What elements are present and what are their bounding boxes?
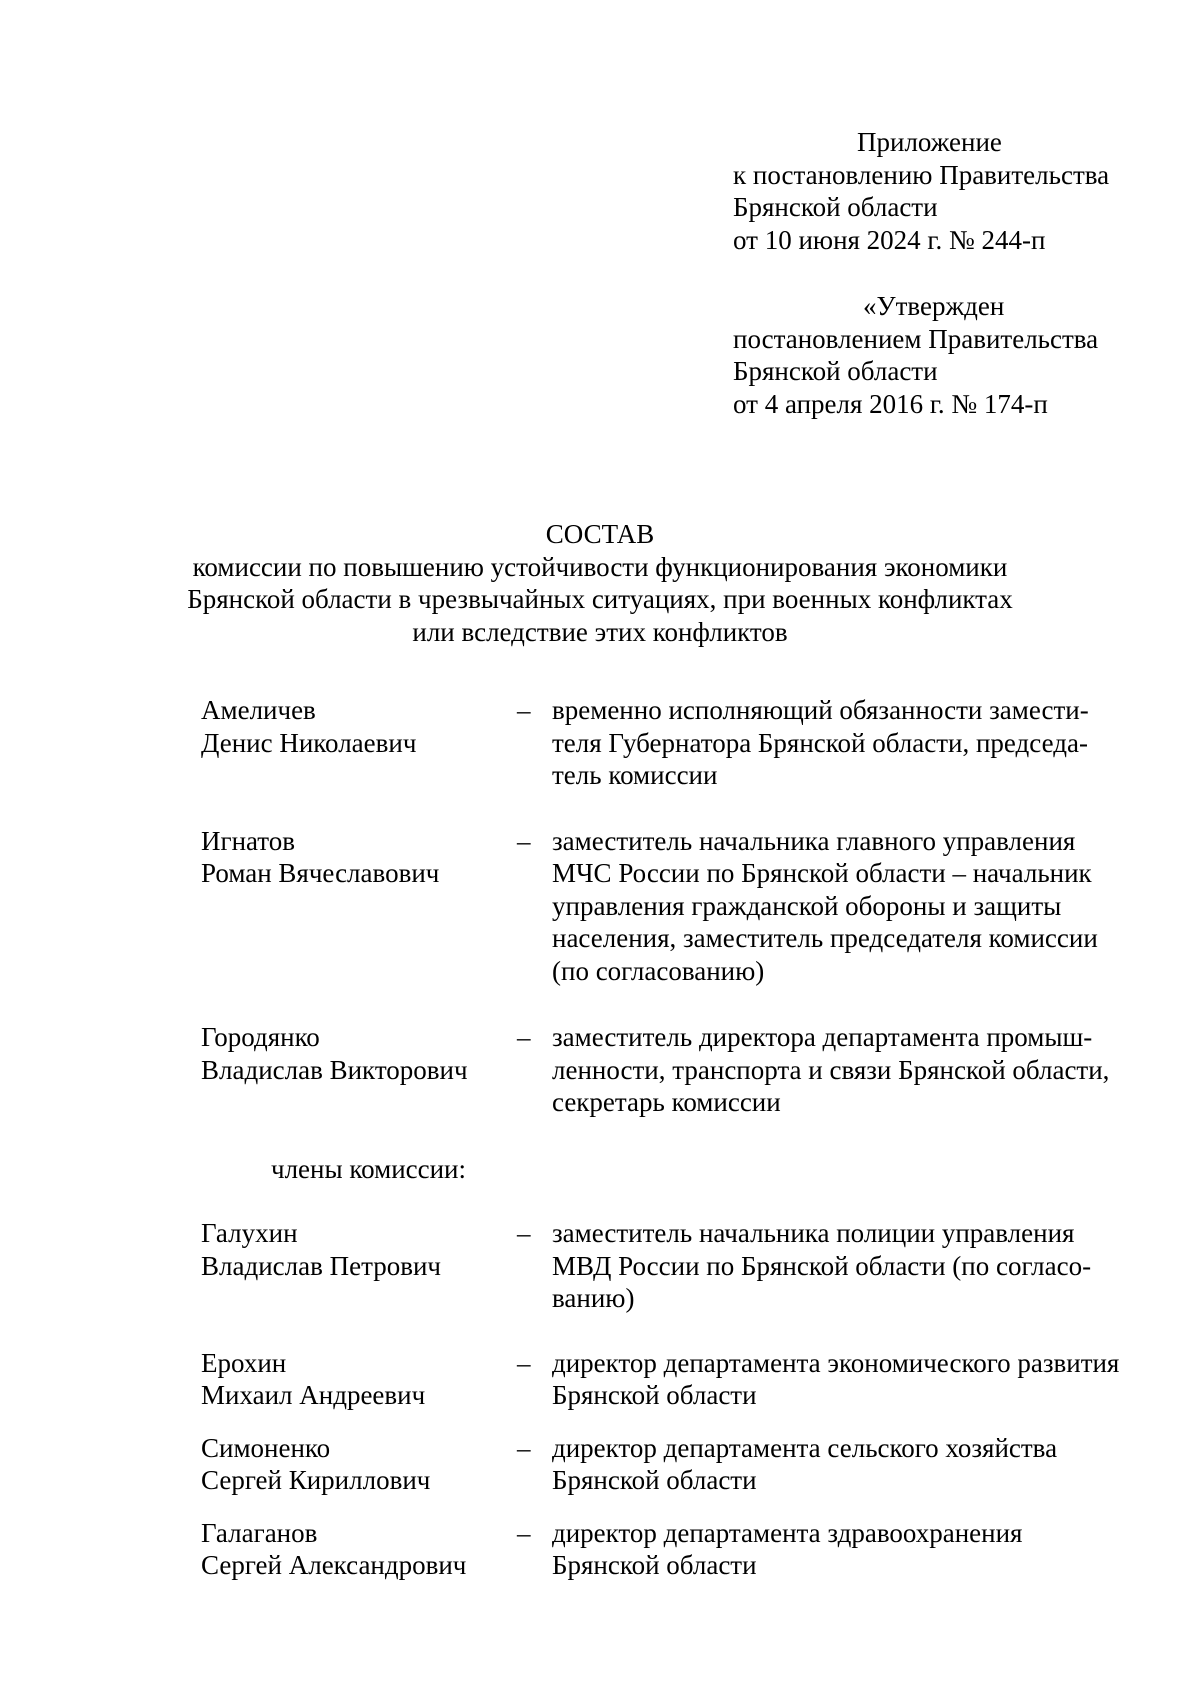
member-surname: Ерохин <box>201 1347 287 1378</box>
role-line: Брянской области <box>552 1465 757 1495</box>
member-row <box>201 1021 1161 1119</box>
member-name <box>201 1517 517 1582</box>
approved-region: Брянской области <box>733 356 938 386</box>
document-title: СОСТАВ <box>545 519 655 549</box>
document-subtitle-line: или вследствие этих конфликтов <box>412 616 788 647</box>
approved-date: от 4 апреля 2016 г. № 174-п <box>733 388 1048 419</box>
member-role <box>552 1347 1161 1412</box>
member-surname: Галаганов <box>201 1517 318 1548</box>
appendix-date: от 10 июня 2024 г. № 244-п <box>733 224 1046 255</box>
dash-separator: – <box>517 1432 531 1463</box>
member-name <box>201 1432 517 1497</box>
member-given-names: Денис Николаевич <box>201 727 417 758</box>
member-surname: Городянко <box>201 1022 320 1052</box>
document-subtitle-line: комиссии по повышению устойчивости функционирования экономики <box>192 551 1008 582</box>
role-line: заместитель начальника главного управления <box>552 825 1076 856</box>
dash-separator: – <box>517 1022 531 1052</box>
approved-block <box>733 290 1098 420</box>
member-surname: Галухин <box>201 1218 298 1248</box>
role-line: директор департамента экономического развития <box>552 1347 1120 1378</box>
member-given-names: Сергей Александрович <box>201 1550 467 1580</box>
role-line: директор департамента здравоохранения <box>552 1517 1023 1548</box>
member-role <box>552 1217 1161 1315</box>
member-role <box>552 1432 1161 1497</box>
member-name <box>201 1217 517 1315</box>
dash-separator: – <box>517 825 531 856</box>
role-line: теля Губернатора Брянской области, председа- <box>552 727 1088 758</box>
member-given-names: Роман Вячеславович <box>201 858 440 888</box>
role-line: Брянской области <box>552 1380 757 1410</box>
member-row <box>201 1432 1161 1497</box>
member-name <box>201 825 517 988</box>
member-surname: Симоненко <box>201 1432 331 1463</box>
role-line: секретарь комиссии <box>552 1087 781 1117</box>
member-name <box>201 1021 517 1119</box>
role-line: тель комиссии <box>552 760 718 790</box>
member-row <box>201 1217 1161 1315</box>
member-surname: Амеличев <box>201 695 316 725</box>
member-surname: Игнатов <box>201 825 295 856</box>
approved-ref: постановлением Правительства <box>733 323 1099 354</box>
document-heading <box>0 518 1200 648</box>
role-line: заместитель начальника полиции управления <box>552 1218 1075 1248</box>
appendix-region: Брянской области <box>733 192 938 222</box>
member-row <box>201 1347 1161 1412</box>
dash-separator: – <box>517 695 531 725</box>
member-role <box>552 694 1161 792</box>
member-name <box>201 1347 517 1412</box>
role-line: временно исполняющий обязанности замести- <box>552 695 1089 725</box>
member-given-names: Сергей Кириллович <box>201 1465 431 1495</box>
document-subtitle-line: Брянской области в чрезвычайных ситуациях, при военных конфликтах <box>187 584 1013 614</box>
member-row <box>201 1517 1161 1582</box>
role-line: заместитель директора департамента промыш- <box>552 1022 1093 1052</box>
role-line: населения, заместитель председателя комиссии <box>552 923 1098 953</box>
member-given-names: Михаил Андреевич <box>201 1380 426 1410</box>
member-given-names: Владислав Викторович <box>201 1054 468 1085</box>
member-given-names: Владислав Петрович <box>201 1250 441 1281</box>
role-line: управления гражданской обороны и защиты <box>552 890 1062 921</box>
appendix-block <box>733 126 1109 256</box>
approved-label: «Утвержден <box>863 291 1005 321</box>
member-name <box>201 694 517 792</box>
role-line: (по согласованию) <box>552 955 765 986</box>
role-line: МВД России по Брянской области (по согласо- <box>552 1250 1092 1281</box>
role-line: ванию) <box>552 1283 635 1313</box>
commission-composition <box>201 694 1161 1582</box>
role-line: Брянской области <box>552 1550 757 1580</box>
appendix-label: Приложение <box>857 127 1002 157</box>
role-line: ленности, транспорта и связи Брянской области, <box>552 1054 1110 1085</box>
dash-separator: – <box>517 1347 531 1378</box>
dash-separator: – <box>517 1517 531 1548</box>
member-row <box>201 825 1161 988</box>
member-role <box>552 1021 1161 1119</box>
appendix-ref: к постановлению Правительства <box>733 159 1110 190</box>
member-role <box>552 1517 1161 1582</box>
dash-separator: – <box>517 1218 531 1248</box>
members-subheader: члены комиссии: <box>271 1153 467 1184</box>
member-row <box>201 694 1161 792</box>
role-line: директор департамента сельского хозяйства <box>552 1432 1058 1463</box>
role-line: МЧС России по Брянской области – начальник <box>552 858 1092 888</box>
member-role <box>552 825 1161 988</box>
